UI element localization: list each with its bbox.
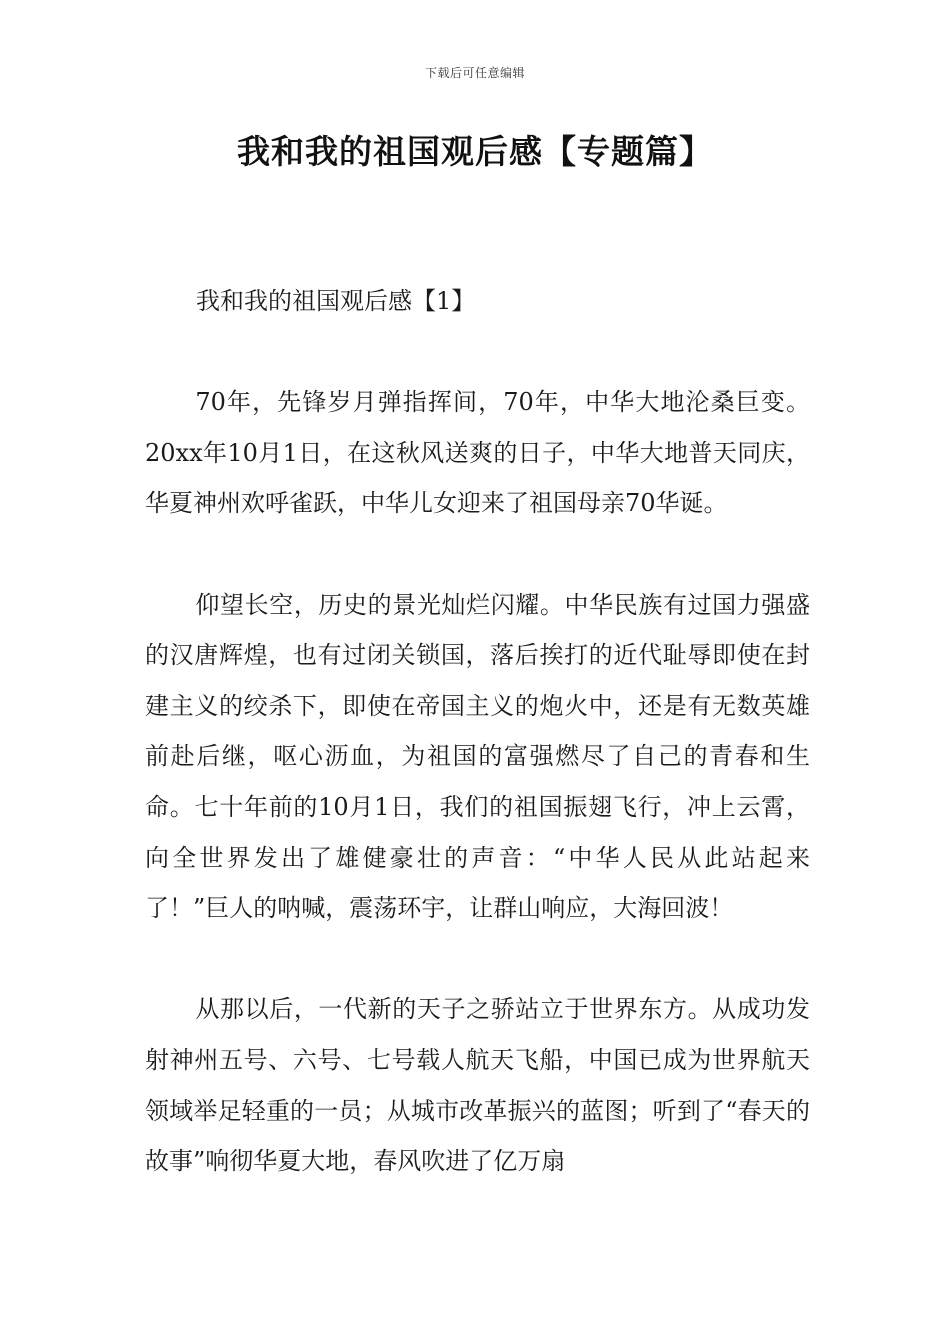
document-body — [145, 276, 810, 1187]
header-note: 下载后可任意编辑 — [424, 66, 525, 80]
paragraph-3: 从那以后，一代新的天子之骄站立于世界东方。从成功发射神州五号、六号、七号载人航天飞船，中国已成为世界航天领域举足轻重的一员；从城市改革振兴的蓝图；听到了“春天的故事”响彻华夏大地，春风吹进了亿万扇 — [145, 995, 810, 1176]
document-title: 我和我的祖国观后感【专题篇】 — [237, 132, 713, 171]
paragraph-spacer — [145, 327, 810, 378]
paragraph-2: 仰望长空，历史的景光灿烂闪耀。中华民族有过国力强盛的汉唐辉煌，也有过闭关锁国，落后挨打的近代耻辱即使在封建主义的绞杀下，即使在帝国主义的炮火中，还是有无数英雄前赴后继，呕心沥血，为祖国的富强燃尽了自己的青春和生命。七十年前的10月1日，我们的祖国振翅飞行，冲上云霄，向全世界发出了雄健豪壮的声音：“中华人民从此站起来了！”巨人的呐喊，震荡环宇，让群山响应，大海回波！ — [145, 590, 810, 923]
paragraph-spacer — [145, 934, 810, 985]
paragraph-spacer — [145, 529, 810, 580]
section-heading: 我和我的祖国观后感【1】 — [196, 287, 476, 315]
paragraph-1: 70年，先锋岁月弹指挥间，70年，中华大地沦桑巨变。20xx年10月1日，在这秋风送爽的日子，中华大地普天同庆，华夏神州欢呼雀跃，中华儿女迎来了祖国母亲70华诞。 — [145, 388, 810, 518]
